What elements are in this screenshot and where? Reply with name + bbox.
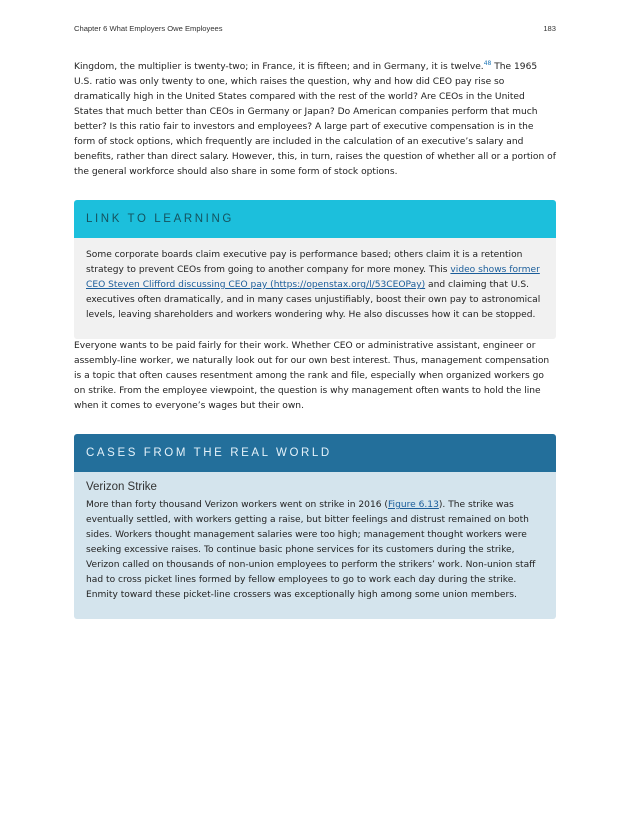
cases-heading: CASES FROM THE REAL WORLD (74, 434, 556, 472)
link-to-learning-box (74, 200, 556, 339)
cases-body (74, 472, 556, 619)
video-link[interactable]: video shows former CEO Steven Clifford discussing CEO pay (https://openstax.org/l/53CEOPay) (86, 265, 540, 290)
case-title: Verizon Strike (86, 481, 157, 493)
footnote-marker[interactable]: 48 (483, 60, 492, 67)
ltl-text-b: and claiming that U.S. executives often dramatically, and in many cases unjustifiably, boost their own pay to astronomical levels, leaving shareholders and workers wondering why. He also discusses how it can be stopped. (86, 280, 541, 320)
link-to-learning-heading: LINK TO LEARNING (74, 200, 556, 238)
case-text-a: More than forty thousand Verizon workers went on strike in 2016 ( (86, 500, 388, 510)
intro-text-b: The 1965 U.S. ratio was only twenty to one, which raises the question, why and how did CEO pay rise so dramatically high in the United States compared with the rest of the world? Are CEOs in the United States that much better than CEOs in Germany or Japan? Do American companies perform that much better? Is this ratio fair to investors and employees? A large part of executive compensation is in the form of stock options, which frequently are included in the calculation of an executive’s salary and benefits, rather than direct salary. However, this, in turn, raises the question of whether all or a portion of the general workforce should also share in some form of stock options. (74, 62, 556, 177)
link-to-learning-paragraph (86, 248, 544, 323)
running-header (74, 24, 556, 33)
case-text-b: ). The strike was eventually settled, with workers getting a raise, but bitter feelings and distrust remained on both sides. Workers thought management salaries were too high; management thought workers were seeking excessive raises. To continue basic phone services for its customers during the strike, Verizon called on thousands of non-union employees to perform the strikers’ work. Non-union staff had to cross picket lines formed by fellow employees to go to work each day during the strike. Enmity toward these picket-line crossers was exceptionally high among some union members. (86, 500, 536, 600)
case-paragraph (86, 498, 544, 603)
compensation-paragraph: Everyone wants to be paid fairly for their work. Whether CEO or administrative assistant, engineer or assembly-line worker, we naturally look out for our own best interest. Thus, management compensation is a topic that often causes resentment among the rank and file, especially when organized workers go on strike. From the employee viewpoint, the question is why management often wants to hold the line when it comes to everyone’s wages but their own. (74, 341, 550, 411)
page-number: 183 (543, 24, 556, 33)
link-to-learning-body (74, 238, 556, 339)
page-content (74, 60, 556, 619)
intro-text-a: Kingdom, the multiplier is twenty-two; in France, it is fifteen; and in Germany, it is twelve. (74, 62, 484, 72)
intro-paragraph (74, 60, 556, 180)
figure-link[interactable]: Figure 6.13 (387, 500, 439, 510)
chapter-title: Chapter 6 What Employers Owe Employees (74, 24, 223, 33)
cases-box (74, 434, 556, 619)
ltl-text-a: Some corporate boards claim executive pay is performance based; others claim it is a retention strategy to prevent CEOs from going to another company for more money. This (86, 250, 523, 275)
